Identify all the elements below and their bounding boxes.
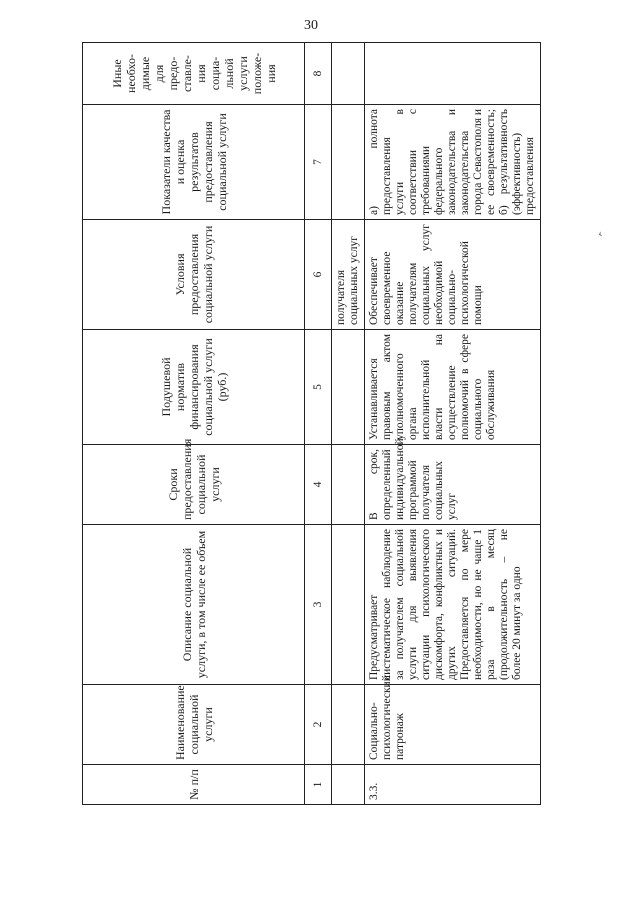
continuation-cell <box>332 330 365 445</box>
continuation-cell <box>332 765 365 805</box>
row-conditions-cell: Обеспечивает своевременное оказание получателям социальных услуг необходимой социально-психологической помощи <box>365 220 541 330</box>
header-cell-quality: Показатели качества и оценка результатов предоставления социальной услуги <box>83 105 305 220</box>
header-cell-description: Описание социальной услуги, в том числе ее объем <box>83 525 305 685</box>
continuation-row <box>332 43 365 805</box>
column-number: 1 <box>305 765 332 805</box>
column-number: 7 <box>305 105 332 220</box>
table-row-3-3 <box>365 43 541 805</box>
column-number: 8 <box>305 43 332 105</box>
header-cell-norm: Подушевой норматив финансирования социальной услуги (руб.) <box>83 330 305 445</box>
row-other-cell <box>365 43 541 105</box>
continuation-cell <box>332 685 365 765</box>
header-cell-terms: Сроки предоставления социальной услуги <box>83 445 305 525</box>
row-description-cell: Предусматривает систематическое наблюдение за получателем социальной услуги для выявления ситуации психологического дискомфорта, конфликтных и других ситуаций. Предоставляется по мере необходимости, но не чаще 1 раза в месяц (продолжительность – не более 20 минут за одно <box>365 525 541 685</box>
continuation-cell: получателя социальных услуг <box>332 220 365 330</box>
social-services-table <box>82 42 541 805</box>
header-cell-conditions: Условия предоставления социальной услуги <box>83 220 305 330</box>
column-number: 3 <box>305 525 332 685</box>
column-number: 2 <box>305 685 332 765</box>
page-number: 30 <box>304 18 318 33</box>
column-number: 4 <box>305 445 332 525</box>
continuation-cell <box>332 445 365 525</box>
header-cell-name: Наименование социальной услуги <box>83 685 305 765</box>
header-cell-number: № п/п <box>83 765 305 805</box>
social-services-table-rotated <box>82 43 535 805</box>
stray-mark: ‹ <box>595 225 605 241</box>
row-name-cell: Социально-психологический патронаж <box>365 685 541 765</box>
continuation-cell <box>332 105 365 220</box>
row-terms-cell: В срок, определенный индивидуальной программой получателя социальных услуг <box>365 445 541 525</box>
continuation-cell <box>332 525 365 685</box>
row-quality-cell: а) полнота предоставления услуги в соответствии с требованиями федерального законодательства и законодательства города Севастополя и ее своевременность; б) результативность (эффективность) предоставления <box>365 105 541 220</box>
row-norm-cell: Устанавливается правовым актом уполномоченного органа исполнительной власти на осуществление полномочий в сфере социального обслуживания <box>365 330 541 445</box>
header-row <box>83 43 305 805</box>
row-number-cell: 3.3. <box>365 765 541 805</box>
column-number-row <box>305 43 332 805</box>
continuation-cell <box>332 43 365 105</box>
column-number: 5 <box>305 330 332 445</box>
column-number: 6 <box>305 220 332 330</box>
header-cell-other: Иные необхо-димые для предо-ставле-ния социа-льной услуги положе-ния <box>83 43 305 105</box>
